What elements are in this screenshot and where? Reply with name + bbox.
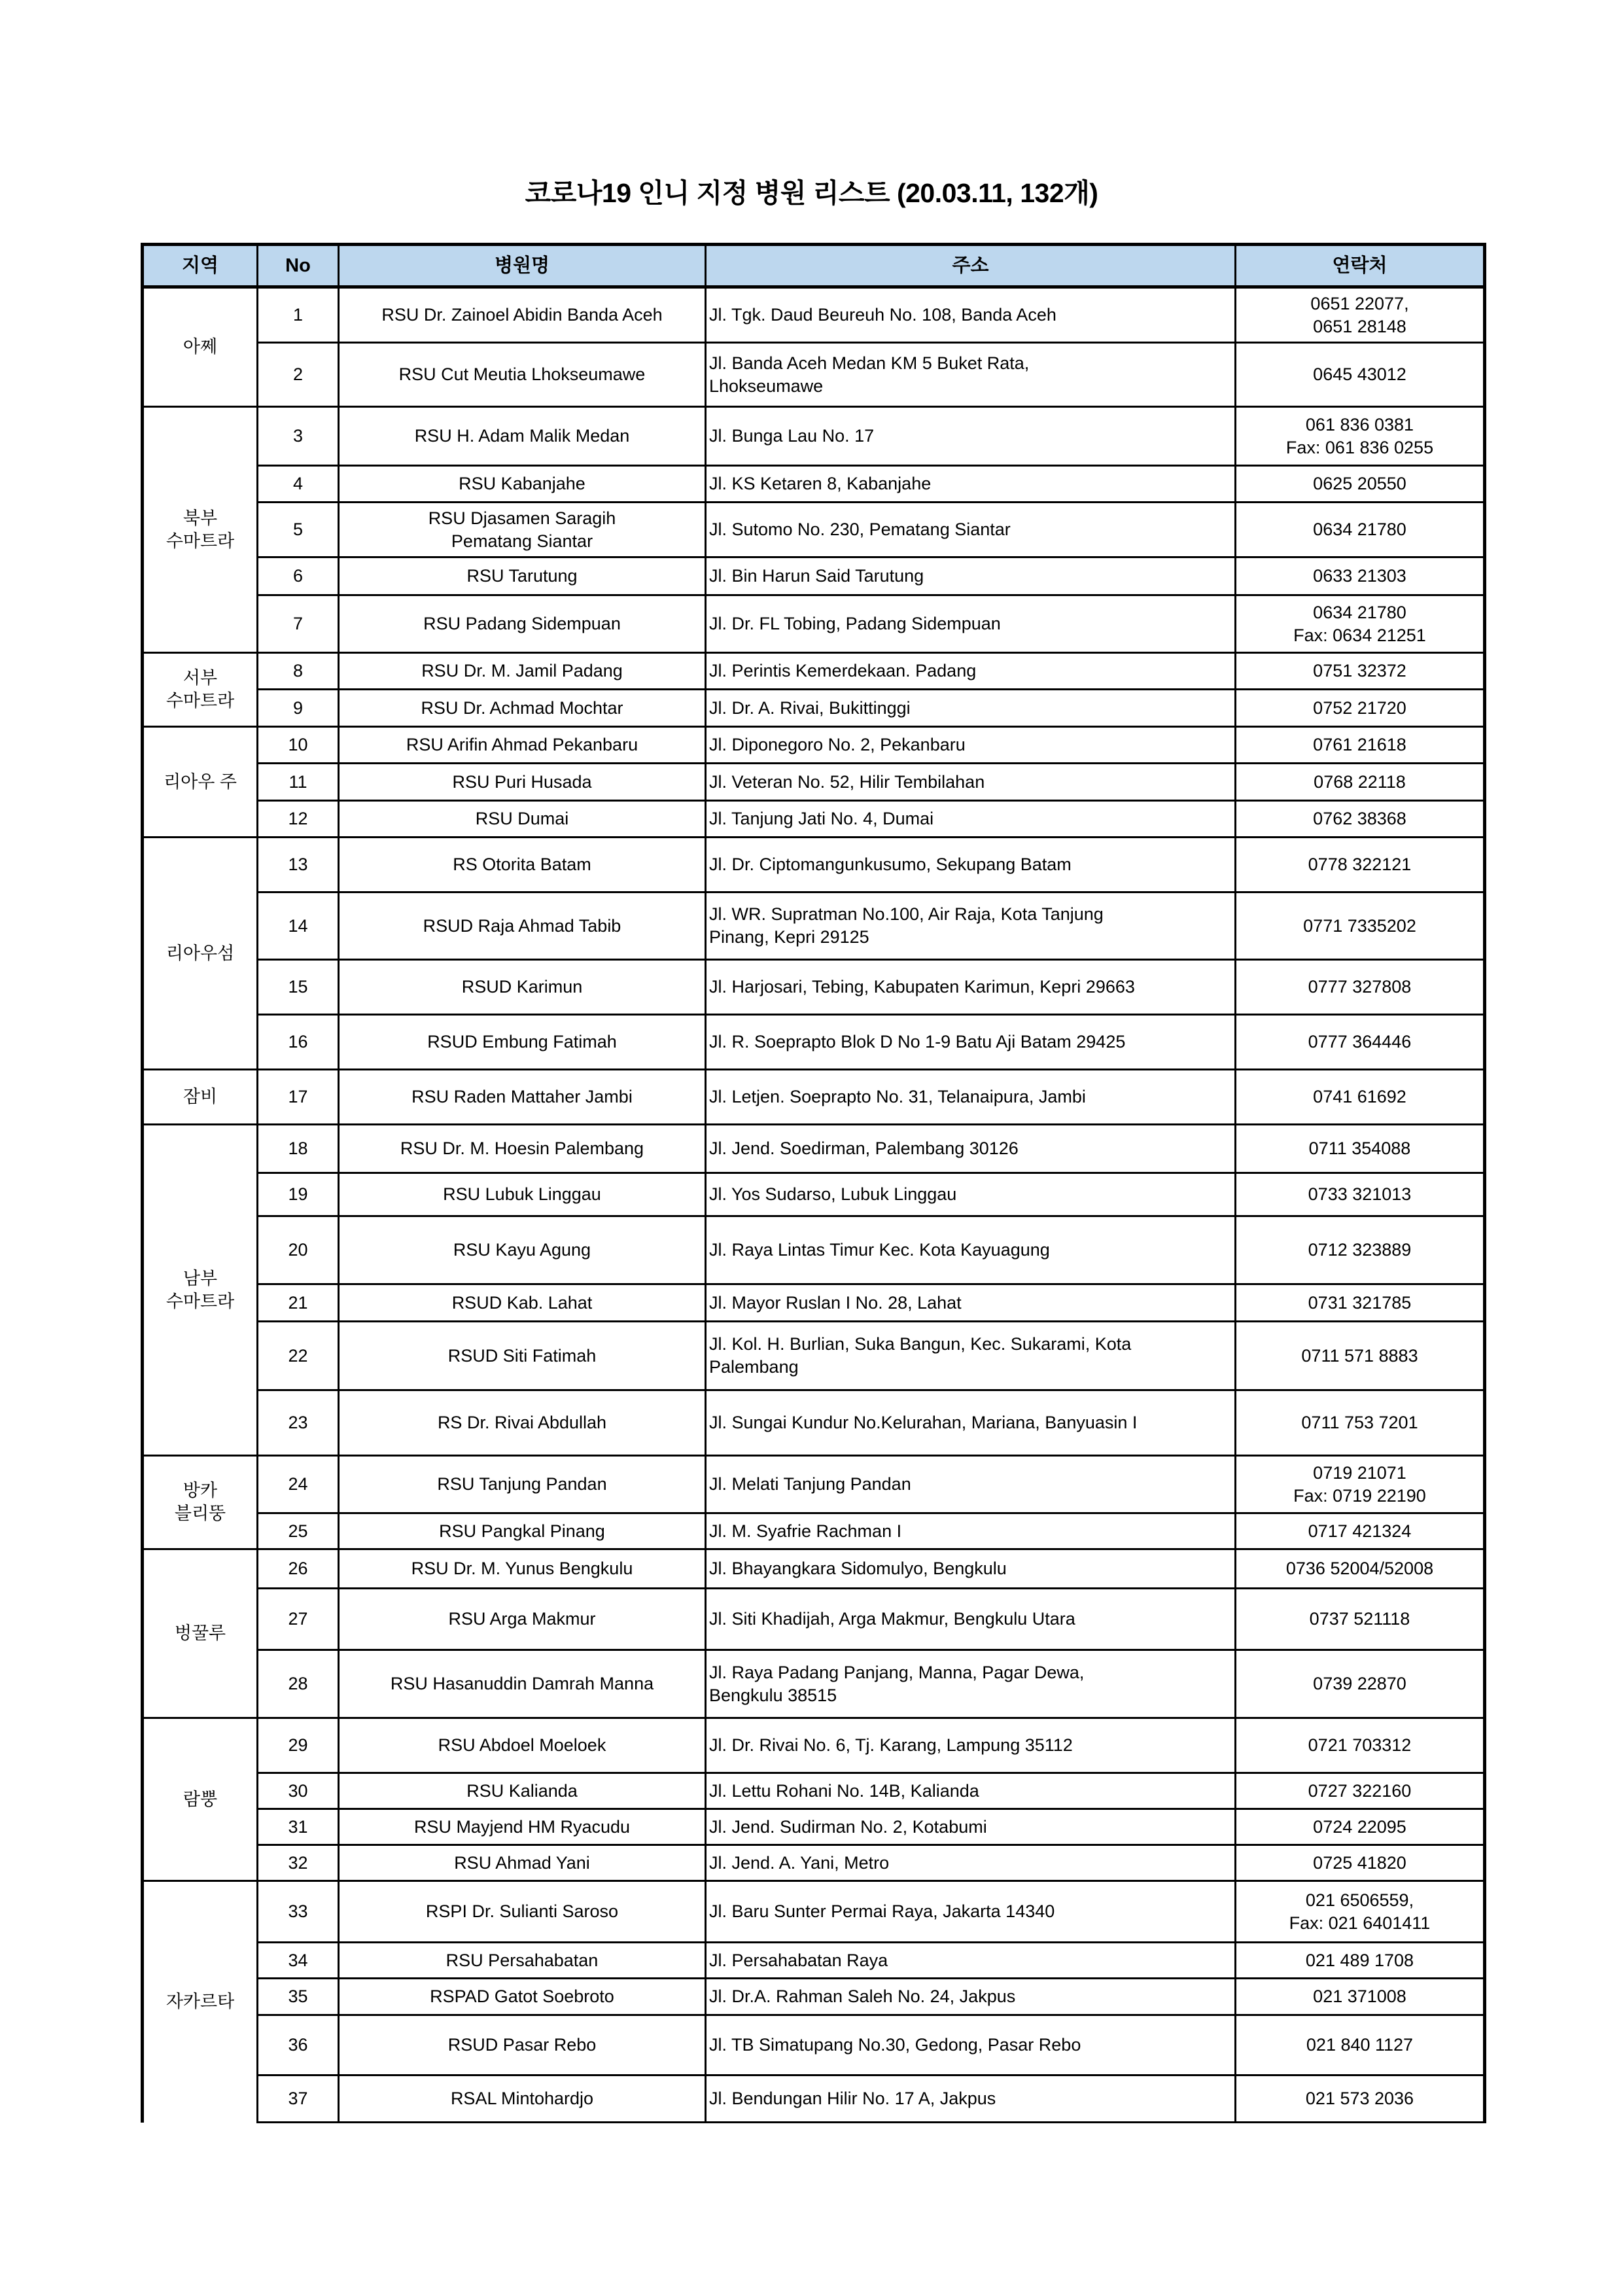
contact-cell: 0777 364446 (1236, 1015, 1485, 1070)
row-number-cell: 21 (258, 1284, 339, 1322)
row-number-cell: 12 (258, 801, 339, 838)
address-cell: Jl. Dr.A. Rahman Saleh No. 24, Jakpus (706, 1979, 1236, 2015)
hospital-name-cell: RSU Ahmad Yani (339, 1845, 706, 1881)
hospital-name-cell: RSU Abdoel Moeloek (339, 1718, 706, 1773)
address-cell: Jl. Yos Sudarso, Lubuk Linggau (706, 1173, 1236, 1216)
hospital-name-cell: RSU Hasanuddin Damrah Manna (339, 1650, 706, 1718)
hospital-name-cell: RSU Lubuk Linggau (339, 1173, 706, 1216)
hospital-name-cell: RS Dr. Rivai Abdullah (339, 1390, 706, 1456)
contact-cell: 021 6506559, Fax: 021 6401411 (1236, 1881, 1485, 1943)
region-cell: 북부 수마트라 (143, 407, 258, 653)
hospital-table (141, 243, 1486, 2123)
contact-cell: 0711 753 7201 (1236, 1390, 1485, 1456)
table-row (143, 407, 1485, 466)
row-number-cell: 7 (258, 595, 339, 653)
hospital-name-cell: RSU Dr. M. Jamil Padang (339, 653, 706, 690)
row-number-cell: 37 (258, 2075, 339, 2123)
row-number-cell: 28 (258, 1650, 339, 1718)
row-number-cell: 35 (258, 1979, 339, 2015)
row-number-cell: 27 (258, 1589, 339, 1650)
hospital-name-cell: RSUD Kab. Lahat (339, 1284, 706, 1322)
table-row (143, 1390, 1485, 1456)
row-number-cell: 9 (258, 690, 339, 727)
contact-cell: 0761 21618 (1236, 727, 1485, 764)
row-number-cell: 11 (258, 764, 339, 801)
row-number-cell: 14 (258, 892, 339, 960)
table-row (143, 1773, 1485, 1809)
row-number-cell: 29 (258, 1718, 339, 1773)
address-cell: Jl. Diponegoro No. 2, Pekanbaru (706, 727, 1236, 764)
contact-cell: 0719 21071 Fax: 0719 22190 (1236, 1456, 1485, 1513)
contact-cell: 021 489 1708 (1236, 1943, 1485, 1979)
contact-cell: 0725 41820 (1236, 1845, 1485, 1881)
region-cell: 남부 수마트라 (143, 1125, 258, 1456)
contact-cell: 0727 322160 (1236, 1773, 1485, 1809)
contact-cell: 0736 52004/52008 (1236, 1549, 1485, 1589)
hospital-name-cell: RSU H. Adam Malik Medan (339, 407, 706, 466)
address-cell: Jl. Harjosari, Tebing, Kabupaten Karimun, Kepri 29663 (706, 960, 1236, 1015)
address-cell: Jl. Melati Tanjung Pandan (706, 1456, 1236, 1513)
hospital-name-cell: RS Otorita Batam (339, 838, 706, 892)
address-cell: Jl. Banda Aceh Medan KM 5 Buket Rata, Lhokseumawe (706, 343, 1236, 407)
hospital-name-cell: RSUD Embung Fatimah (339, 1015, 706, 1070)
hospital-name-cell: RSU Mayjend HM Ryacudu (339, 1809, 706, 1845)
region-cell: 자카르타 (143, 1881, 258, 2123)
row-number-cell: 26 (258, 1549, 339, 1589)
table-row (143, 838, 1485, 892)
address-cell: Jl. Jend. Sudirman No. 2, Kotabumi (706, 1809, 1236, 1845)
contact-cell: 0717 421324 (1236, 1513, 1485, 1549)
header-no: No (258, 245, 339, 287)
contact-cell: 0645 43012 (1236, 343, 1485, 407)
table-row (143, 727, 1485, 764)
address-cell: Jl. WR. Supratman No.100, Air Raja, Kota Tanjung Pinang, Kepri 29125 (706, 892, 1236, 960)
row-number-cell: 4 (258, 466, 339, 503)
contact-cell: 0711 571 8883 (1236, 1322, 1485, 1390)
table-row (143, 503, 1485, 557)
row-number-cell: 17 (258, 1070, 339, 1125)
hospital-name-cell: RSU Djasamen Saragih Pematang Siantar (339, 503, 706, 557)
contact-cell: 0778 322121 (1236, 838, 1485, 892)
table-row (143, 1881, 1485, 1943)
table-row (143, 1284, 1485, 1322)
row-number-cell: 25 (258, 1513, 339, 1549)
contact-cell: 0771 7335202 (1236, 892, 1485, 960)
page-title: 코로나19 인니 지정 병원 리스트 (20.03.11, 132개) (525, 178, 1098, 208)
region-cell: 람뿡 (143, 1718, 258, 1881)
hospital-name-cell: RSU Arifin Ahmad Pekanbaru (339, 727, 706, 764)
header-address: 주소 (706, 245, 1236, 287)
contact-cell: 0625 20550 (1236, 466, 1485, 503)
address-cell: Jl. M. Syafrie Rachman I (706, 1513, 1236, 1549)
region-cell: 벙꿀루 (143, 1549, 258, 1718)
header-region: 지역 (143, 245, 258, 287)
table-row (143, 1015, 1485, 1070)
hospital-name-cell: RSPI Dr. Sulianti Saroso (339, 1881, 706, 1943)
contact-cell: 0712 323889 (1236, 1216, 1485, 1284)
contact-cell: 0634 21780 (1236, 503, 1485, 557)
contact-cell: 0724 22095 (1236, 1809, 1485, 1845)
hospital-name-cell: RSU Tarutung (339, 557, 706, 595)
contact-cell: 0739 22870 (1236, 1650, 1485, 1718)
row-number-cell: 2 (258, 343, 339, 407)
row-number-cell: 5 (258, 503, 339, 557)
row-number-cell: 31 (258, 1809, 339, 1845)
hospital-name-cell: RSU Kalianda (339, 1773, 706, 1809)
table-row (143, 466, 1485, 503)
row-number-cell: 8 (258, 653, 339, 690)
table-row (143, 892, 1485, 960)
contact-cell: 0711 354088 (1236, 1125, 1485, 1173)
contact-cell: 0777 327808 (1236, 960, 1485, 1015)
row-number-cell: 23 (258, 1390, 339, 1456)
contact-cell: 0721 703312 (1236, 1718, 1485, 1773)
row-number-cell: 10 (258, 727, 339, 764)
hospital-name-cell: RSUD Siti Fatimah (339, 1322, 706, 1390)
row-number-cell: 30 (258, 1773, 339, 1809)
contact-cell: 0634 21780 Fax: 0634 21251 (1236, 595, 1485, 653)
contact-cell: 0752 21720 (1236, 690, 1485, 727)
row-number-cell: 32 (258, 1845, 339, 1881)
address-cell: Jl. Dr. Ciptomangunkusumo, Sekupang Batam (706, 838, 1236, 892)
address-cell: Jl. Raya Padang Panjang, Manna, Pagar Dewa, Bengkulu 38515 (706, 1650, 1236, 1718)
hospital-name-cell: RSU Pangkal Pinang (339, 1513, 706, 1549)
table-row (143, 1322, 1485, 1390)
table-row (143, 557, 1485, 595)
hospital-name-cell: RSPAD Gatot Soebroto (339, 1979, 706, 2015)
hospital-name-cell: RSU Dumai (339, 801, 706, 838)
address-cell: Jl. Siti Khadijah, Arga Makmur, Bengkulu Utara (706, 1589, 1236, 1650)
table-row (143, 1650, 1485, 1718)
address-cell: Jl. Dr. FL Tobing, Padang Sidempuan (706, 595, 1236, 653)
row-number-cell: 22 (258, 1322, 339, 1390)
table-row (143, 1979, 1485, 2015)
region-cell: 서부 수마트라 (143, 653, 258, 727)
row-number-cell: 6 (258, 557, 339, 595)
hospital-name-cell: RSU Padang Sidempuan (339, 595, 706, 653)
table-row (143, 1549, 1485, 1589)
address-cell: Jl. Sutomo No. 230, Pematang Siantar (706, 503, 1236, 557)
contact-cell: 0751 32372 (1236, 653, 1485, 690)
hospital-name-cell: RSU Kayu Agung (339, 1216, 706, 1284)
table-row (143, 690, 1485, 727)
header-hospital: 병원명 (339, 245, 706, 287)
row-number-cell: 15 (258, 960, 339, 1015)
hospital-name-cell: RSU Dr. Zainoel Abidin Banda Aceh (339, 287, 706, 343)
address-cell: Jl. Baru Sunter Permai Raya, Jakarta 14340 (706, 1881, 1236, 1943)
row-number-cell: 34 (258, 1943, 339, 1979)
contact-cell: 021 840 1127 (1236, 2015, 1485, 2075)
row-number-cell: 24 (258, 1456, 339, 1513)
hospital-name-cell: RSU Persahabatan (339, 1943, 706, 1979)
contact-cell: 0762 38368 (1236, 801, 1485, 838)
address-cell: Jl. Kol. H. Burlian, Suka Bangun, Kec. Sukarami, Kota Palembang (706, 1322, 1236, 1390)
row-number-cell: 36 (258, 2015, 339, 2075)
region-cell: 리아우 주 (143, 727, 258, 838)
address-cell: Jl. TB Simatupang No.30, Gedong, Pasar Rebo (706, 2015, 1236, 2075)
address-cell: Jl. Mayor Ruslan I No. 28, Lahat (706, 1284, 1236, 1322)
address-cell: Jl. Bendungan Hilir No. 17 A, Jakpus (706, 2075, 1236, 2123)
contact-cell: 021 371008 (1236, 1979, 1485, 2015)
address-cell: Jl. Dr. A. Rivai, Bukittinggi (706, 690, 1236, 727)
address-cell: Jl. Bin Harun Said Tarutung (706, 557, 1236, 595)
row-number-cell: 1 (258, 287, 339, 343)
table-row (143, 1216, 1485, 1284)
row-number-cell: 16 (258, 1015, 339, 1070)
row-number-cell: 18 (258, 1125, 339, 1173)
table-row (143, 801, 1485, 838)
address-cell: Jl. Dr. Rivai No. 6, Tj. Karang, Lampung 35112 (706, 1718, 1236, 1773)
address-cell: Jl. Raya Lintas Timur Kec. Kota Kayuagung (706, 1216, 1236, 1284)
hospital-name-cell: RSU Dr. M. Hoesin Palembang (339, 1125, 706, 1173)
region-cell: 잠비 (143, 1070, 258, 1125)
table-row (143, 2015, 1485, 2075)
address-cell: Jl. Lettu Rohani No. 14B, Kalianda (706, 1773, 1236, 1809)
region-cell: 리아우섬 (143, 838, 258, 1070)
contact-cell: 0651 22077, 0651 28148 (1236, 287, 1485, 343)
hospital-name-cell: RSU Arga Makmur (339, 1589, 706, 1650)
table-row (143, 1589, 1485, 1650)
hospital-name-cell: RSU Tanjung Pandan (339, 1456, 706, 1513)
contact-cell: 0731 321785 (1236, 1284, 1485, 1322)
hospital-name-cell: RSUD Karimun (339, 960, 706, 1015)
table-row (143, 1845, 1485, 1881)
address-cell: Jl. R. Soeprapto Blok D No 1-9 Batu Aji Batam 29425 (706, 1015, 1236, 1070)
hospital-name-cell: RSU Dr. Achmad Mochtar (339, 690, 706, 727)
contact-cell: 021 573 2036 (1236, 2075, 1485, 2123)
table-row (143, 1125, 1485, 1173)
hospital-name-cell: RSAL Mintohardjo (339, 2075, 706, 2123)
contact-cell: 0633 21303 (1236, 557, 1485, 595)
table-row (143, 1456, 1485, 1513)
header-contact: 연락처 (1236, 245, 1485, 287)
contact-cell: 0733 321013 (1236, 1173, 1485, 1216)
address-cell: Jl. Persahabatan Raya (706, 1943, 1236, 1979)
table-row (143, 1943, 1485, 1979)
address-cell: Jl. Veteran No. 52, Hilir Tembilahan (706, 764, 1236, 801)
table-row (143, 287, 1485, 343)
table-row (143, 1718, 1485, 1773)
address-cell: Jl. Bunga Lau No. 17 (706, 407, 1236, 466)
region-cell: 방카 블리뚱 (143, 1456, 258, 1549)
address-cell: Jl. Tgk. Daud Beureuh No. 108, Banda Aceh (706, 287, 1236, 343)
region-cell: 아쩨 (143, 287, 258, 407)
hospital-name-cell: RSU Kabanjahe (339, 466, 706, 503)
hospital-name-cell: RSU Cut Meutia Lhokseumawe (339, 343, 706, 407)
table-row (143, 1070, 1485, 1125)
row-number-cell: 33 (258, 1881, 339, 1943)
contact-cell: 0737 521118 (1236, 1589, 1485, 1650)
table-row (143, 2075, 1485, 2123)
address-cell: Jl. Perintis Kemerdekaan. Padang (706, 653, 1236, 690)
address-cell: Jl. Bhayangkara Sidomulyo, Bengkulu (706, 1549, 1236, 1589)
table-row (143, 653, 1485, 690)
table-row (143, 960, 1485, 1015)
table-row (143, 1809, 1485, 1845)
hospital-name-cell: RSU Puri Husada (339, 764, 706, 801)
contact-cell: 0768 22118 (1236, 764, 1485, 801)
table-header-row (143, 245, 1485, 287)
contact-cell: 0741 61692 (1236, 1070, 1485, 1125)
address-cell: Jl. Letjen. Soeprapto No. 31, Telanaipura, Jambi (706, 1070, 1236, 1125)
row-number-cell: 20 (258, 1216, 339, 1284)
table-row (143, 343, 1485, 407)
hospital-name-cell: RSUD Pasar Rebo (339, 2015, 706, 2075)
hospital-name-cell: RSU Dr. M. Yunus Bengkulu (339, 1549, 706, 1589)
address-cell: Jl. Tanjung Jati No. 4, Dumai (706, 801, 1236, 838)
address-cell: Jl. KS Ketaren 8, Kabanjahe (706, 466, 1236, 503)
table-row (143, 764, 1485, 801)
row-number-cell: 19 (258, 1173, 339, 1216)
table-row (143, 1513, 1485, 1549)
contact-cell: 061 836 0381 Fax: 061 836 0255 (1236, 407, 1485, 466)
address-cell: Jl. Sungai Kundur No.Kelurahan, Mariana, Banyuasin I (706, 1390, 1236, 1456)
table-row (143, 595, 1485, 653)
hospital-name-cell: RSU Raden Mattaher Jambi (339, 1070, 706, 1125)
row-number-cell: 3 (258, 407, 339, 466)
table-row (143, 1173, 1485, 1216)
address-cell: Jl. Jend. A. Yani, Metro (706, 1845, 1236, 1881)
hospital-name-cell: RSUD Raja Ahmad Tabib (339, 892, 706, 960)
address-cell: Jl. Jend. Soedirman, Palembang 30126 (706, 1125, 1236, 1173)
row-number-cell: 13 (258, 838, 339, 892)
